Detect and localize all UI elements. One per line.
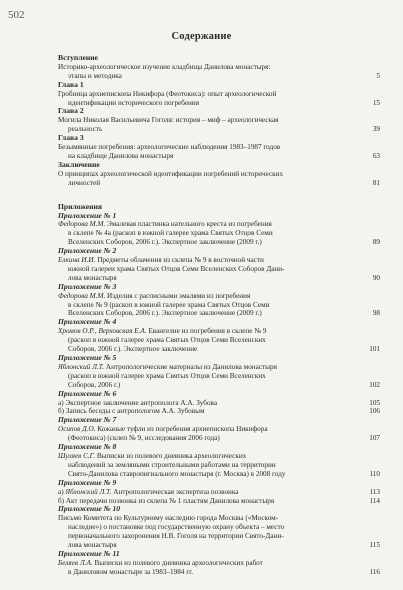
section-heading: Вступление xyxy=(58,53,98,62)
entry-line-text: Безымянные погребения: археологические наблюдения 1983–1987 годов xyxy=(58,143,281,152)
entry-line xyxy=(58,399,360,408)
entry-line xyxy=(58,72,360,81)
entry-title xyxy=(58,220,360,247)
toc-entry[interactable] xyxy=(58,488,380,497)
entry-line-text: лова монастыря xyxy=(68,541,117,550)
entry-line xyxy=(58,256,360,265)
entry-line-text: Предметы облачения из склепа № 9 в восточной части xyxy=(97,256,264,265)
entry-page-number: 89 xyxy=(372,238,380,247)
appendix-heading: Приложение № 1 xyxy=(58,210,117,220)
entry-line-text: б) Запись беседы с антропологом А.А. Зубовым xyxy=(58,407,205,416)
entry-line xyxy=(58,363,360,372)
entry-page-number: 106 xyxy=(369,407,380,416)
toc-entry[interactable] xyxy=(58,363,380,390)
entry-line xyxy=(58,559,360,568)
entry-line xyxy=(58,143,360,152)
entry-line-text: Свято-Даниловa ставропигиального монастыря (г. Москва) в 2008 году xyxy=(68,469,286,478)
entry-line xyxy=(58,179,360,188)
entry-line-text: б) Акт передачи позвонка из склепа № 1 пластям Данилова монастыря xyxy=(58,496,275,505)
entry-line-text: Письмо Комитета по Культурному наследию города Москвы («Моском- xyxy=(58,514,279,523)
entry-line-text: Эмалевая пластинка нательного креста из погребения xyxy=(107,220,272,229)
appendix-heading: Приложение № 11 xyxy=(58,548,120,558)
toc-entry[interactable] xyxy=(58,116,380,134)
entry-title xyxy=(58,256,360,283)
entry-line xyxy=(58,372,360,381)
toc-entry[interactable] xyxy=(58,514,380,550)
section-heading: Глава 1 xyxy=(58,79,84,89)
entry-page-number: 114 xyxy=(369,496,380,505)
entry-line-text: Антропологические материалы из Данилова монастыря xyxy=(105,362,277,371)
entry-title xyxy=(58,143,360,161)
entry-line-text: Гробница архиепископа Никифора (Феотокиса): опыт археологической xyxy=(58,89,277,98)
entry-line xyxy=(58,152,360,161)
toc-entry[interactable] xyxy=(58,425,380,443)
entry-line-text: на кладбище Данилова монастыря xyxy=(68,151,174,160)
entry-line-text: Вселенских Соборов, 2006 г.). Экспертное заключение (2009 г.) xyxy=(68,309,262,318)
entry-line xyxy=(58,523,360,532)
section-heading: Приложения xyxy=(58,201,103,211)
entry-line-text: а) Экспертное заключение антрополога А.А. Зубова xyxy=(58,398,218,407)
entry-title xyxy=(58,559,360,577)
toc-entry[interactable] xyxy=(58,63,380,81)
appendix-heading: Приложение № 2 xyxy=(58,246,117,256)
entry-page-number: 5 xyxy=(376,71,380,80)
entry-line-text: в склепе № 4а (раскоп в южной галерее храма Святых Отцов Семи xyxy=(68,229,273,238)
entry-line-text: южной галереи храма Святых Отцов Семи Вселенских Соборов Дани- xyxy=(68,264,285,273)
appendix-heading: Приложение № 5 xyxy=(58,353,117,362)
entry-line xyxy=(58,488,360,497)
entry-title xyxy=(58,452,360,479)
appendix-heading: Приложение № 10 xyxy=(58,504,121,514)
entry-page-number: 110 xyxy=(369,469,380,478)
entry-line-text: в склепе № 9 (раскоп в южной галерее храма Святых Отцов Семи xyxy=(68,300,270,309)
entry-page-number: 105 xyxy=(369,398,380,407)
entry-line-text: лова монастыря xyxy=(68,273,117,282)
entry-line-text: О принципах археологической идентификации погребений исторических xyxy=(58,169,284,178)
toc-title: Содержание xyxy=(171,31,232,42)
entry-line-text: Выписки из полевого дневника археологических работ xyxy=(94,558,263,567)
entry-line xyxy=(58,90,360,99)
entry-author: Яблонский Л.Т. xyxy=(65,487,112,496)
entry-page-number: 90 xyxy=(372,273,380,282)
table-of-contents xyxy=(58,54,380,577)
entry-author: Елкина И.И. xyxy=(58,256,96,265)
entry-line-text: (раскоп в южной галерее храма Святых Отцов Семи Вселенских xyxy=(68,336,266,345)
entry-page-number: 116 xyxy=(369,567,380,576)
entry-line xyxy=(58,461,360,470)
appendix-heading: Приложение № 6 xyxy=(58,388,117,398)
entry-line xyxy=(58,220,360,229)
entry-title xyxy=(58,488,360,497)
entry-line-text: Соборов, 2006 г.) xyxy=(68,380,121,389)
toc-entry[interactable] xyxy=(58,327,380,354)
entry-author: Хромов О.Р., Верховская Е.А. xyxy=(58,327,147,336)
entry-line xyxy=(58,292,360,301)
page-number: 502 xyxy=(8,9,25,21)
entry-author: Осипов Д.О. xyxy=(58,425,96,434)
entry-title xyxy=(58,327,360,354)
entry-title xyxy=(58,425,360,443)
entry-line-text: наблюдений за земляными строительными работами на территории xyxy=(68,460,276,469)
entry-line-text: идентификации исторического погребения xyxy=(68,98,200,107)
entry-line xyxy=(58,99,360,108)
entry-line-text: (раскоп в южной галерее храма Святых Отцов Семи Вселенских xyxy=(68,371,266,380)
entry-page-number: 113 xyxy=(369,487,380,496)
entry-page-number: 39 xyxy=(372,125,380,134)
entry-line xyxy=(58,301,360,310)
appendix-heading: Приложение № 9 xyxy=(58,477,117,487)
entry-line xyxy=(58,327,360,336)
entry-line-text: реальность xyxy=(68,125,103,134)
entry-title xyxy=(58,292,360,319)
entry-line xyxy=(58,532,360,541)
entry-line xyxy=(58,514,360,523)
entry-line-text: (Феотокиса) (склеп № 9, исследования 2006 года) xyxy=(68,434,220,443)
entry-page-number: 81 xyxy=(372,178,380,187)
appendix-heading: Приложение № 8 xyxy=(58,442,117,452)
entry-author: Федорова М.М. xyxy=(58,220,106,229)
section-heading: Глава 3 xyxy=(58,133,84,143)
entry-line xyxy=(58,170,360,179)
toc-entry[interactable] xyxy=(58,559,380,577)
entry-line-text: этапы и методика xyxy=(68,71,122,80)
entry-line-text: Историко-археологическое изучение кладбища Данилова монастыря: xyxy=(58,62,271,71)
appendix-heading: Приложение № 4 xyxy=(58,317,117,327)
entry-page-number: 102 xyxy=(369,380,380,389)
entry-author: Федорова М.М. xyxy=(58,291,106,300)
entry-title xyxy=(58,514,360,550)
entry-line-text: Соборов, 2006 г.). Экспертное заключение xyxy=(68,345,198,354)
entry-line-text: Евангелие из погребения в склепе № 9 xyxy=(148,327,267,336)
entry-title xyxy=(58,90,360,108)
section-gap xyxy=(58,188,380,203)
entry-author: Беляев Л.А. xyxy=(58,558,93,567)
entry-line-text: наследие») о постановке под государственную охрану объекта – место xyxy=(68,523,285,532)
entry-page-number: 101 xyxy=(369,345,380,354)
entry-author: Шуляев С.Г. xyxy=(58,451,96,460)
entry-line-text: в Даниловом монастыре за 1983–1984 гг. xyxy=(68,567,194,576)
entry-page-number: 115 xyxy=(369,541,380,550)
entry-page-number: 98 xyxy=(372,309,380,318)
entry-title xyxy=(58,399,360,408)
entry-line xyxy=(58,229,360,238)
entry-line xyxy=(58,452,360,461)
entry-line xyxy=(58,125,360,134)
toc-entry[interactable] xyxy=(58,143,380,161)
entry-line xyxy=(58,568,360,577)
toc-entry[interactable] xyxy=(58,256,380,283)
entry-line-text: Вселенских Соборов, 2006 г.). Экспертное заключение (2009 г.) xyxy=(68,238,262,247)
entry-line xyxy=(58,116,360,125)
section-heading: Глава 2 xyxy=(58,106,84,116)
toc-entry[interactable] xyxy=(58,220,380,247)
entry-page-number: 63 xyxy=(372,151,380,160)
section-heading: Заключение xyxy=(58,159,100,169)
toc-entry[interactable] xyxy=(58,170,380,188)
toc-entry[interactable] xyxy=(58,292,380,319)
toc-entry[interactable] xyxy=(58,399,380,408)
entry-line-text: личностей xyxy=(68,178,101,187)
entry-prefix: а) xyxy=(58,487,66,496)
entry-line xyxy=(58,336,360,345)
entry-line-text: Выписки из полевого дневника археологических xyxy=(96,451,247,460)
entry-line xyxy=(58,425,360,434)
entry-line-text: Могила Николая Васильевича Гоголя: история – миф – археологическая xyxy=(58,116,279,125)
entry-line-text: первоначального захоронения Н.В. Гоголя на территории Свято-Дани- xyxy=(68,532,284,541)
entry-line xyxy=(58,265,360,274)
toc-entry[interactable] xyxy=(58,90,380,108)
entry-title xyxy=(58,63,360,81)
appendix-heading: Приложение № 7 xyxy=(58,415,117,425)
entry-line-text: Антропологическая экспертиза позвонка xyxy=(113,487,239,496)
entry-title xyxy=(58,170,360,188)
entry-page-number: 107 xyxy=(369,434,380,443)
entry-title xyxy=(58,116,360,134)
entry-page-number: 15 xyxy=(372,98,380,107)
entry-author: Яблонский Л.Т. xyxy=(58,362,105,371)
entry-line-text: Изделия с расписными эмалями из погребения xyxy=(107,291,251,300)
entry-title xyxy=(58,363,360,390)
entry-line xyxy=(58,63,360,72)
toc-entry[interactable] xyxy=(58,452,380,479)
entry-line-text: Кожаные туфли из погребения архиепископа Никифора xyxy=(97,425,268,434)
appendix-heading: Приложение № 3 xyxy=(58,281,117,291)
